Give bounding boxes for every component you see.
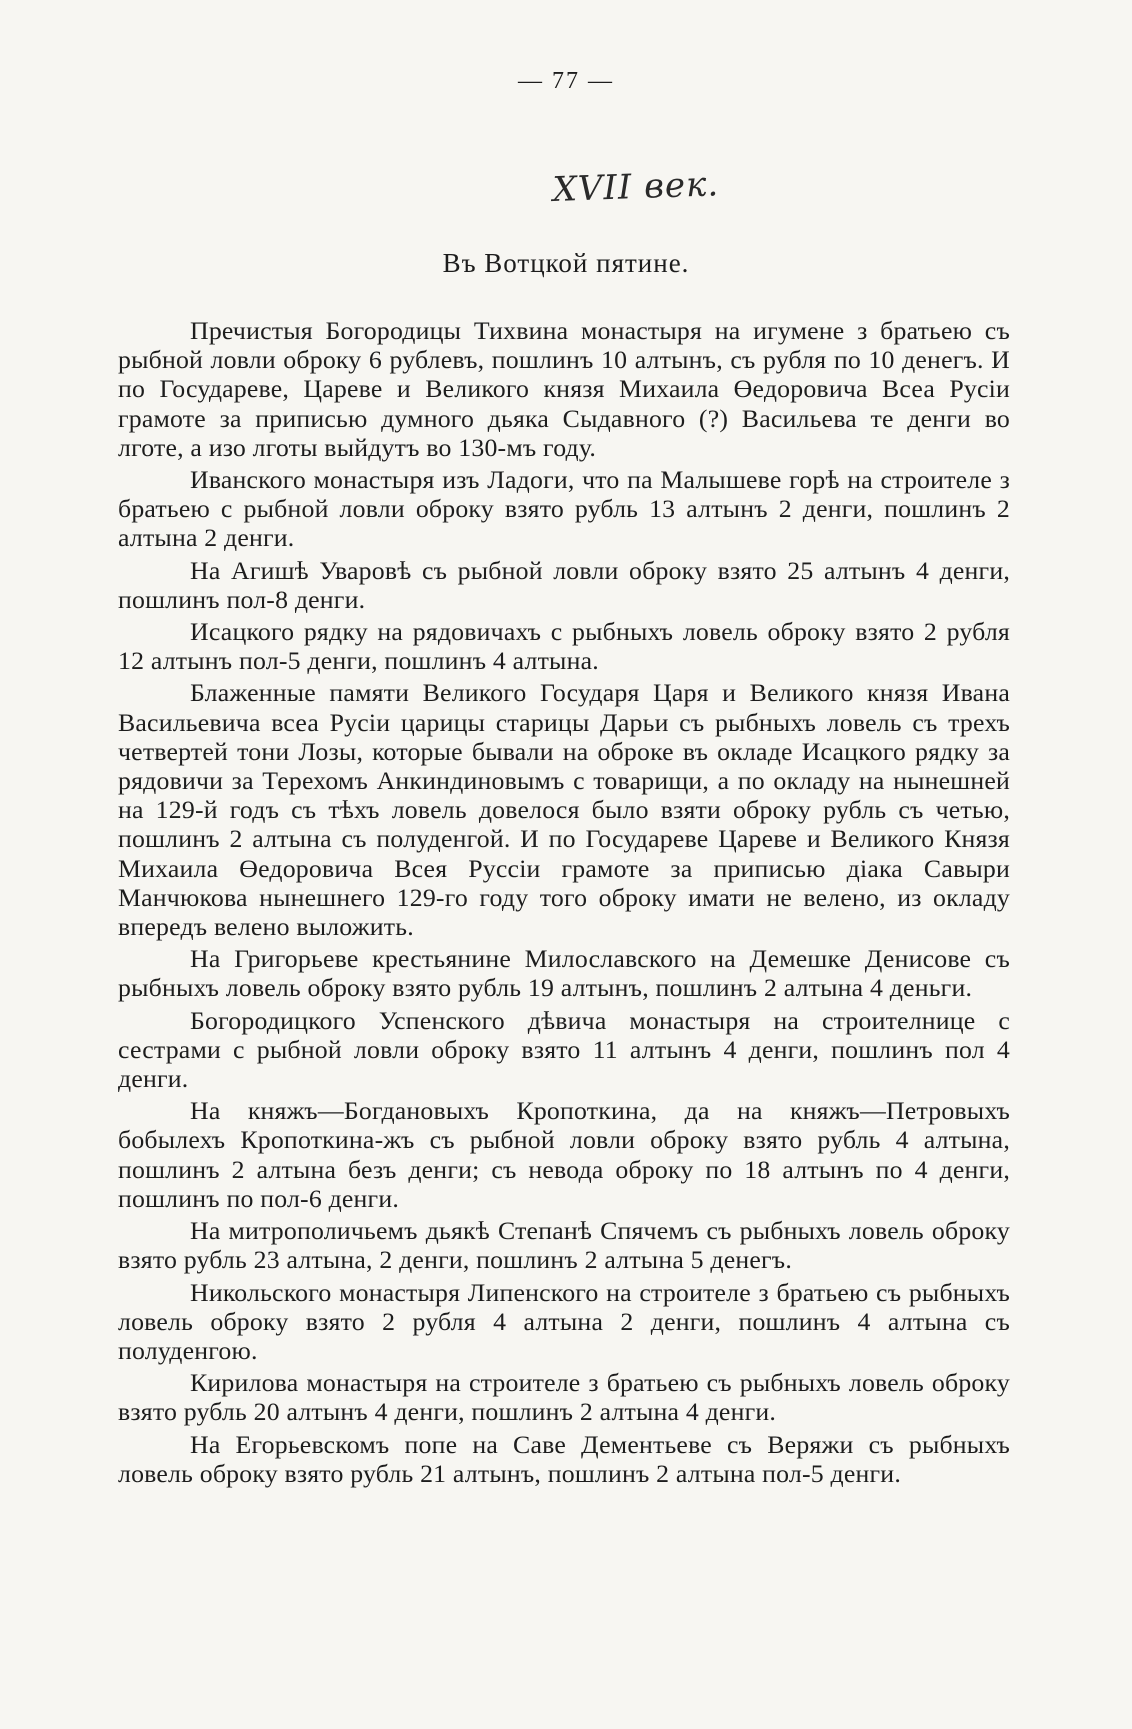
paragraph: Пречистыя Богородицы Тихвина монастыря на игумене з братьею съ рыбной ловли оброку 6 рублевъ, пошлинъ 10 алтынъ, съ рубля по 10 денегъ. И по Государеве, Цареве и Великого князя Михаила Өедоровича Всеа Русіи грамоте за приписью думного дьяка Сыдавного (?) Васильева те денги во лготе, а изо лготы выйдутъ во 130-мъ году.	[118, 316, 1010, 462]
paragraph: На митрополичьемъ дьякѣ Степанѣ Спячемъ съ рыбныхъ ловель оброку взято рубль 23 алтына, 2 денги, пошлинъ 2 алтына 5 денегъ.	[118, 1216, 1010, 1275]
paragraph: Иванского монастыря изъ Ладоги, что па Малышеве горѣ на строителе з братьею с рыбной ловли оброку взято рубль 13 алтынъ 2 денги, пошлинъ 2 алтына 2 денги.	[118, 465, 1010, 553]
handwritten-century-note: XVII век.	[552, 164, 720, 210]
paragraph: На Агишѣ Уваровѣ съ рыбной ловли оброку взято 25 алтынъ 4 денги, пошлинъ пол-8 денги.	[118, 555, 1010, 614]
paragraph: Никольского монастыря Липенского на строителе з братьею съ рыбныхъ ловель оброку взято 2 рубля 4 алтына 2 денги, пошлинъ 4 алтына съ полуденгою.	[118, 1277, 1010, 1365]
paragraph: Блаженные памяти Великого Государя Царя и Великого князя Ивана Васильевича всеа Русіи царицы старицы Дарьи съ рыбныхъ ловель съ трехъ четвертей тони Лозы, которые бывали на оброке въ окладе Исацкого рядку за рядовичи за Терехомъ Анкиндиновымъ с товарищи, а по окладу на нынешней на 129-й годъ съ тѣхъ ловель довелося было взяти оброку рубль съ четью, пошлинъ 2 алтына съ полуденгой. И по Государеве Цареве и Великого Князя Михаила Өедоровича Всея Руссіи грамоте за приписью діака Савыри Манчюкова нынешнего 129-го году того оброку имати не велено, из окладу впередъ велено выложить.	[118, 678, 1010, 942]
section-heading: Въ Вотцкой пятине.	[442, 248, 690, 278]
paragraph: На Григорьеве крестьянине Милославского на Демешке Денисове съ рыбныхъ ловель оброку взято рубль 19 алтынъ, пошлинъ 2 алтына 4 деньги.	[118, 944, 1010, 1003]
paragraph: Исацкого рядку на рядовичахъ с рыбныхъ ловель оброку взято 2 рубля 12 алтынъ пол-5 денги, пошлинъ 4 алтына.	[118, 617, 1010, 676]
body-text	[118, 316, 1010, 1491]
page-number: — 77 —	[518, 68, 614, 94]
paragraph: На Егорьевскомъ попе на Саве Дементьеве съ Веряжи съ рыбныхъ ловель оброку взято рубль 21 алтынъ, пошлинъ 2 алтына пол-5 денги.	[118, 1429, 1010, 1488]
paragraph: На княжъ—Богдановыхъ Кропоткина, да на княжъ—Петровыхъ бобылехъ Кропоткина-жъ съ рыбной ловли оброку взято рубль 4 алтына, пошлинъ 2 алтына безъ денги; съ невода оброку по 18 алтынъ по 4 денги, пошлинъ по пол-6 денги.	[118, 1096, 1010, 1213]
paragraph: Кирилова монастыря на строителе з братьею съ рыбныхъ ловель оброку взято рубль 20 алтынъ 4 денги, пошлинъ 2 алтына 4 денги.	[118, 1368, 1010, 1427]
paragraph: Богородицкого Успенского дѣвича монастыря на строителнице с сестрами с рыбной ловли оброку взято 11 алтынъ 4 денги, пошлинъ пол 4 денги.	[118, 1005, 1010, 1094]
